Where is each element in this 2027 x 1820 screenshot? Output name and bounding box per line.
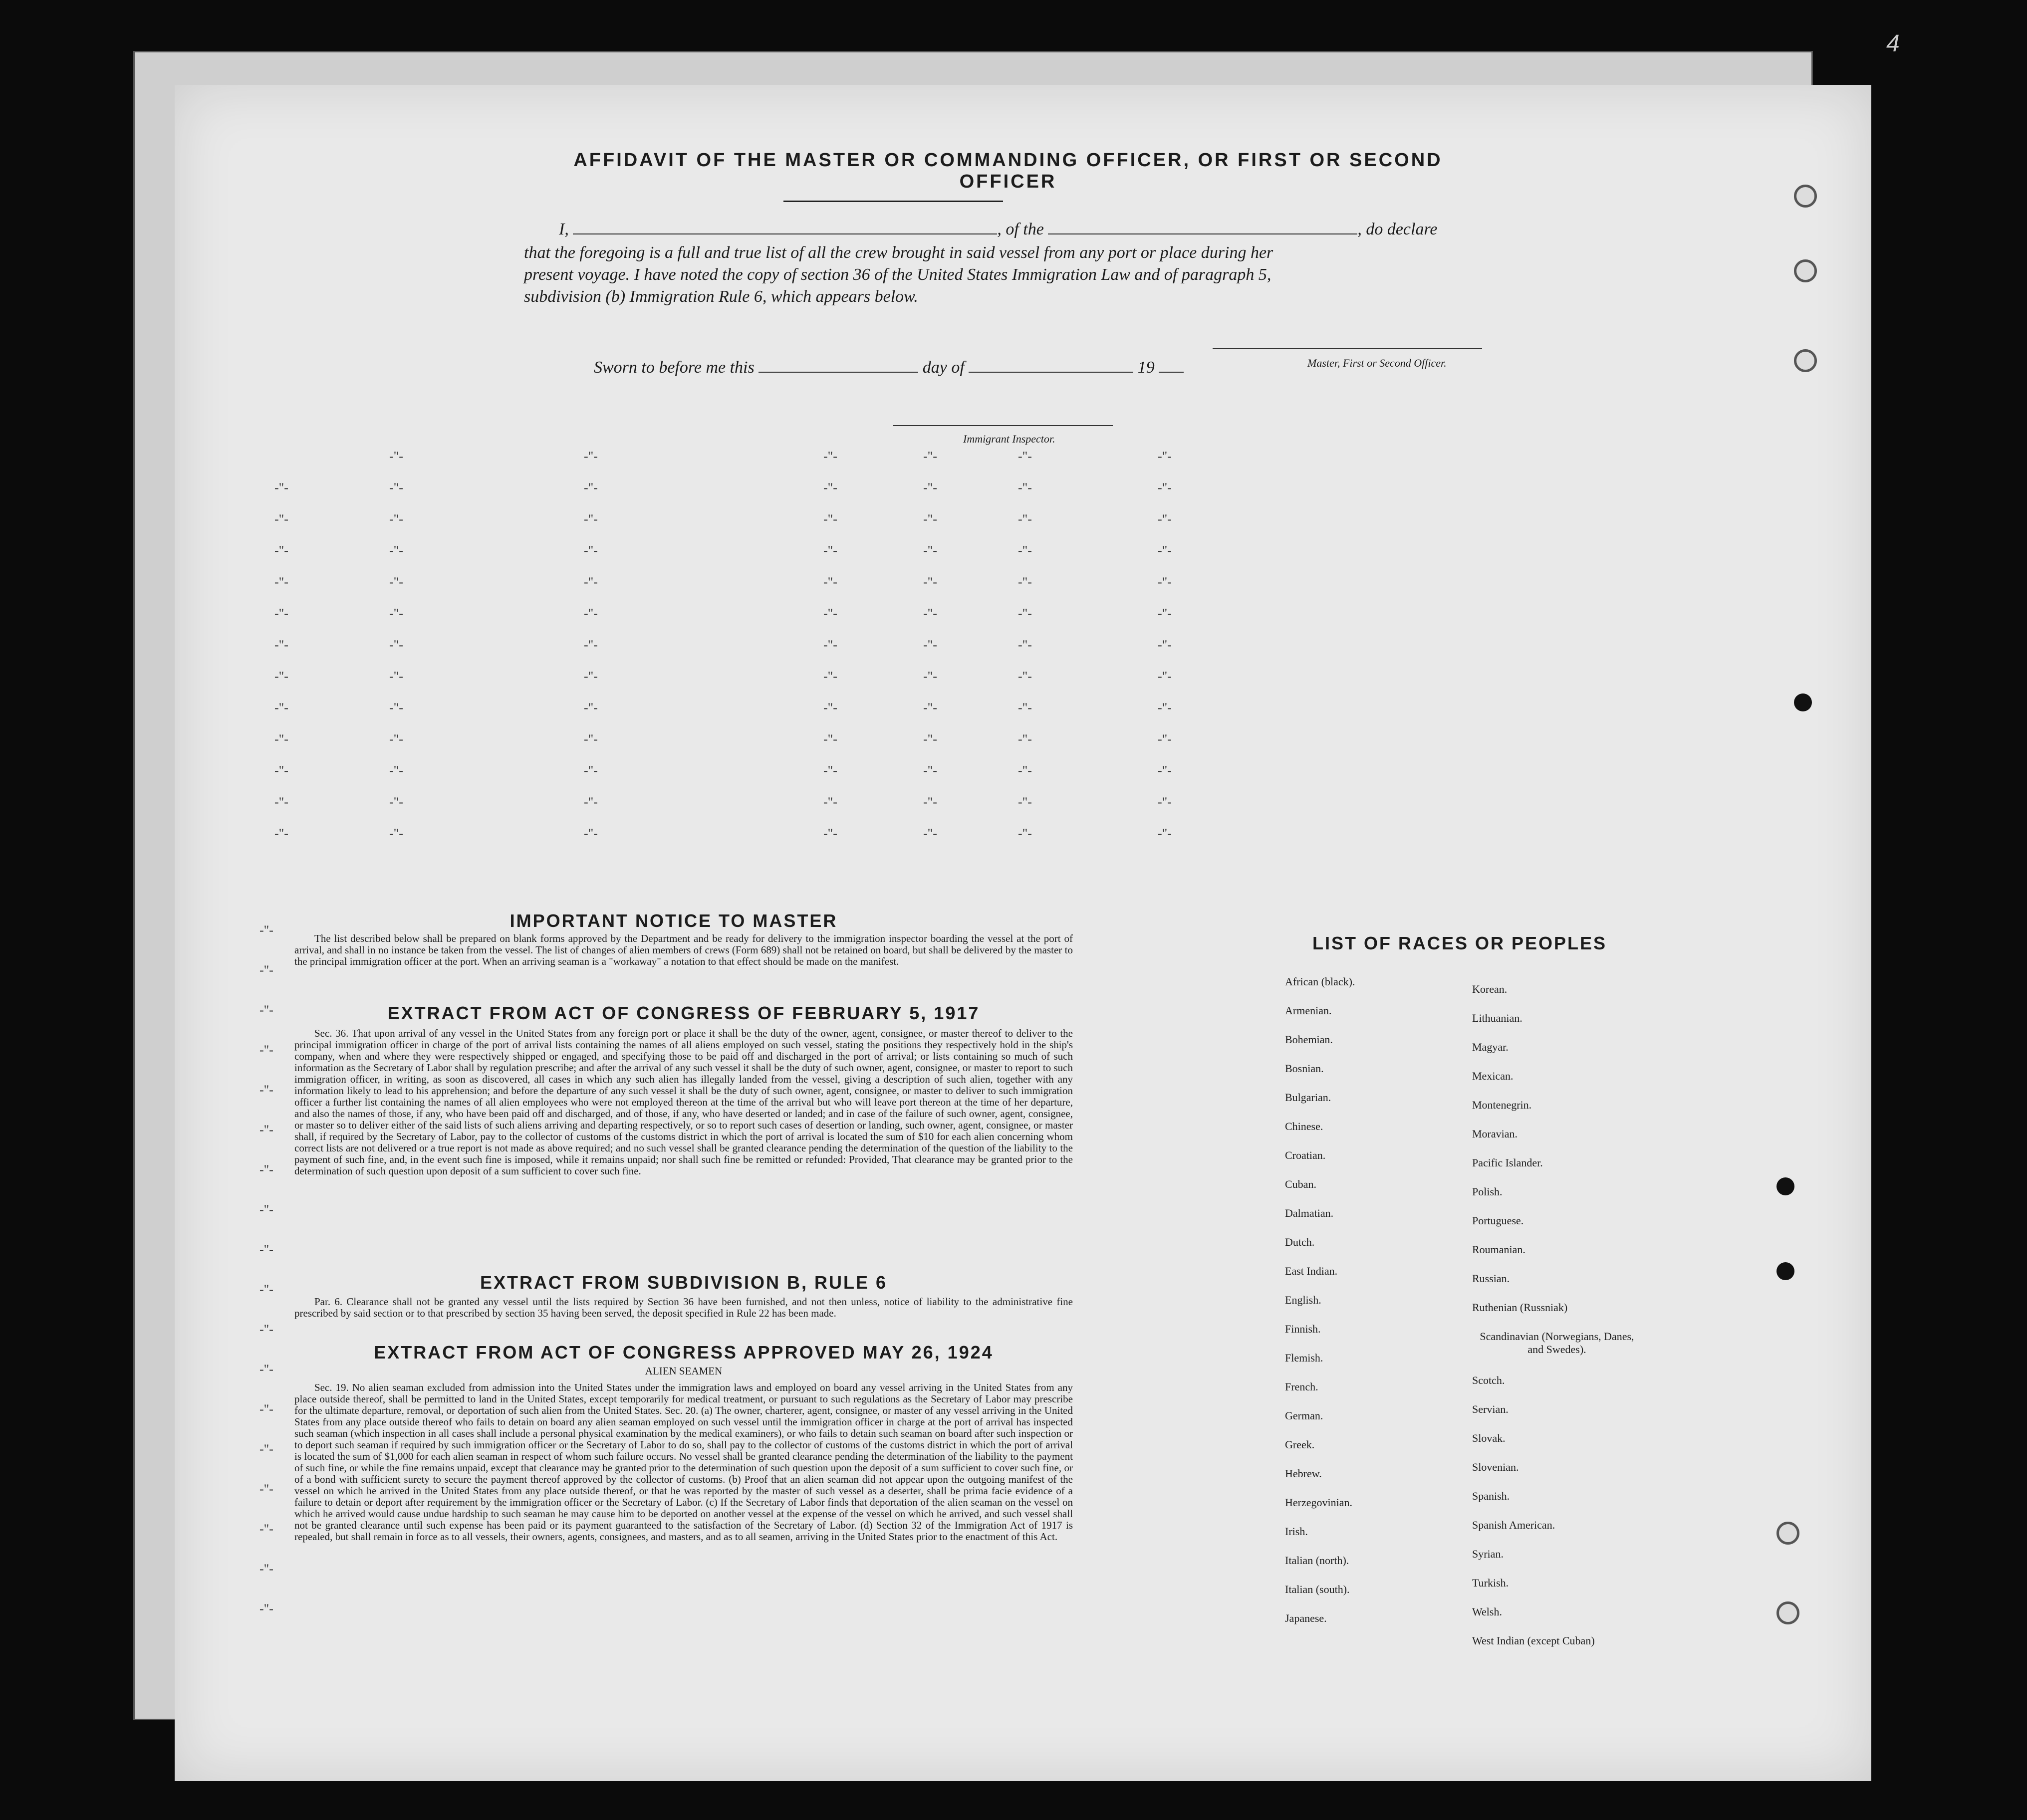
ditto-mark: -"-	[584, 606, 598, 621]
binder-hole-icon	[1794, 349, 1817, 372]
ditto-mark: -"-	[923, 512, 937, 526]
ditto-mark: -"-	[1018, 606, 1032, 621]
ditto-mark: -"-	[823, 449, 837, 463]
race-item: Welsh.	[1472, 1605, 1502, 1618]
ditto-mark: -"-	[274, 795, 288, 809]
ditto-mark: -"-	[823, 575, 837, 589]
ditto-mark: -"-	[823, 480, 837, 495]
race-item: West Indian (except Cuban)	[1472, 1634, 1595, 1647]
ditto-mark: -"-	[1158, 732, 1172, 746]
ditto-mark: -"-	[259, 1123, 273, 1137]
ditto-mark: -"-	[584, 763, 598, 778]
ditto-mark: -"-	[1158, 606, 1172, 621]
affidavit-of: , of the	[997, 220, 1044, 238]
ditto-mark: -"-	[1018, 763, 1032, 778]
ditto-mark: -"-	[274, 543, 288, 558]
ditto-mark: -"-	[259, 963, 273, 977]
race-item: Servian.	[1472, 1403, 1509, 1415]
affidavit-line-2: that the foregoing is a full and true list of all the crew brought in said vessel from any port or place during her	[524, 243, 1273, 262]
ditto-mark: -"-	[823, 700, 837, 715]
race-item: Scandinavian (Norwegians, Danes, and Swedes).	[1480, 1330, 1634, 1356]
year-label: 19	[1137, 358, 1155, 377]
ditto-mark: -"-	[923, 669, 937, 683]
race-item: Dalmatian.	[1285, 1207, 1334, 1219]
race-item: Polish.	[1472, 1185, 1503, 1198]
race-item: Pacific Islander.	[1472, 1156, 1543, 1169]
inspector-signature-line[interactable]	[893, 425, 1113, 426]
ditto-mark: -"-	[823, 763, 837, 778]
affidavit-line-4: subdivision (b) Immigration Rule 6, which appears below.	[524, 287, 918, 306]
ditto-mark: -"-	[259, 1162, 273, 1177]
ditto-mark: -"-	[259, 1562, 273, 1576]
ditto-mark: -"-	[1018, 795, 1032, 809]
ditto-mark: -"-	[1018, 732, 1032, 746]
sworn-label: Sworn to before me this	[594, 358, 755, 377]
extract-1924-text: Sec. 19. No alien seaman excluded from admission into the United States under the immigration laws and employed on board any vessel arriving in the United States from any place outside thereof, shall be permitted to land in the United States, except temporarily for medical treatment, or pursuant to such regulations as the Secretary of Labor may prescribe for the ultimate departure, removal, or deportation of such alien from the United States. Sec. 20. (a) The owner, charterer, agent, consignee, or master of any vessel arriving in the United States from any place outside thereof who fails to detain on board any alien seaman employed on such vessel until the immigration officer in charge at the port of arrival has inspected such seaman (which inspection in all cases shall include a personal physical examination by the medical examiners), or who fails to detain such seaman on board after such inspection or to deport such seaman if required by such immigration officer or the Secretary of Labor to do so, shall pay to the collector of customs of the customs district in which the port of arrival is located the sum of $1,000 for each alien seaman in respect of whom such failure occurs. No vessel shall be granted clearance pending the determination of the liability to the payment of such fine, or while the fine remains unpaid, except that clearance may be granted prior to the determination of such question upon the deposit of a sum sufficient to cover such fine, or of a bond with sufficient surety to secure the payment thereof approved by the collector of customs. (b) Proof that an alien seaman did not appear upon the outgoing manifest of the vessel on which he arrived in the United States from any place outside thereof, or that he was reported by the master of such vessel as a deserter, shall be prima facie evidence of a failure to detain or deport after requirement by the immigration officer or the Secretary of Labor. (c) If the Secretary of Labor finds that deportation of the alien seaman on the vessel on which he arrived would cause undue hardship to such seaman he may cause him to be deported on another vessel at the expense of the vessel on which he arrived, and such vessel shall not be granted clearance until such expense has been paid or its payment guaranteed to the satisfaction of the Secretary of Labor. (d) Section 32 of the Immigration Act of 1917 is repealed, but shall remain in force as to all vessels, their owners, agents, consignees, and masters, and as to all seamen, arriving in the United States prior to the enactment of this Act.	[294, 1381, 1073, 1543]
ditto-mark: -"-	[584, 669, 598, 683]
ditto-mark: -"-	[823, 826, 837, 841]
ditto-mark: -"-	[1158, 700, 1172, 715]
ditto-mark: -"-	[259, 1242, 273, 1257]
ditto-mark: -"-	[1018, 638, 1032, 652]
vessel-blank[interactable]	[1048, 220, 1357, 234]
races-title: LIST OF RACES OR PEOPLES	[1312, 933, 1607, 953]
race-item: Dutch.	[1285, 1236, 1315, 1248]
race-item: Korean.	[1472, 983, 1508, 995]
ditto-mark: -"-	[923, 543, 937, 558]
ditto-mark: -"-	[923, 795, 937, 809]
race-item: Syrian.	[1472, 1548, 1504, 1560]
subdivision-title: EXTRACT FROM SUBDIVISION B, RULE 6	[480, 1272, 888, 1293]
ditto-mark: -"-	[1158, 638, 1172, 652]
race-item: Roumanian.	[1472, 1243, 1525, 1256]
ditto-mark: -"-	[389, 700, 403, 715]
race-item: Lithuanian.	[1472, 1012, 1522, 1024]
ditto-mark: -"-	[259, 1522, 273, 1536]
ditto-mark: -"-	[1158, 795, 1172, 809]
race-item: French.	[1285, 1380, 1318, 1393]
race-item: Spanish American.	[1472, 1519, 1555, 1531]
ditto-mark: -"-	[274, 732, 288, 746]
affidavit-title: AFFIDAVIT OF THE MASTER OR COMMANDING OFFICER, OR FIRST OR SECOND OFFICER	[573, 150, 1443, 192]
race-item: Slovenian.	[1472, 1461, 1519, 1473]
ditto-mark: -"-	[1018, 826, 1032, 841]
ditto-mark: -"-	[274, 826, 288, 841]
ditto-mark: -"-	[823, 638, 837, 652]
ditto-mark: -"-	[274, 669, 288, 683]
race-item: Russian.	[1472, 1272, 1510, 1285]
ditto-mark: -"-	[389, 763, 403, 778]
ditto-mark: -"-	[584, 449, 598, 463]
ditto-mark: -"-	[1158, 449, 1172, 463]
sworn-year-blank[interactable]	[1159, 358, 1184, 373]
affidavit-line-1	[559, 220, 1657, 239]
affidavit-line-3: present voyage. I have noted the copy of section 36 of the United States Immigration Law and of paragraph 5,	[524, 265, 1271, 284]
ditto-mark: -"-	[584, 543, 598, 558]
ditto-mark: -"-	[1158, 512, 1172, 526]
race-item: Cuban.	[1285, 1178, 1316, 1190]
ditto-mark: -"-	[923, 732, 937, 746]
ditto-mark: -"-	[274, 700, 288, 715]
ditto-mark: -"-	[923, 763, 937, 778]
race-item: Armenian.	[1285, 1004, 1332, 1017]
ditto-mark: -"-	[1018, 669, 1032, 683]
ditto-mark: -"-	[823, 795, 837, 809]
race-item: Finnish.	[1285, 1323, 1321, 1335]
ditto-mark: -"-	[584, 826, 598, 841]
affidavit-declare: , do declare	[1357, 220, 1438, 238]
ditto-mark: -"-	[1018, 512, 1032, 526]
ditto-mark: -"-	[259, 1282, 273, 1297]
name-blank[interactable]	[573, 220, 997, 234]
extract-1917-text: Sec. 36. That upon arrival of any vessel in the United States from any foreign port or place it shall be the duty of the owner, agent, consignee, or master thereof to deliver to the principal immigration officer in charge of the port of arrival lists containing the names of all aliens employed on such vessel, stating the positions they respectively hold in the ship's company, when and where they were respectively shipped or engaged, and specifying those to be paid off and discharged in the port of arrival; or lists containing so much of such information as the Secretary of Labor shall by regulation prescribe; and after the arrival of any such vessel it shall be the duty of such owner, agent, consignee, or master to report to such immigration officer, in writing, as soon as discovered, all cases in which any such alien has illegally landed from the vessel, giving a description of such alien, together with any information likely to lead to his apprehension; and before the departure of any such vessel it shall be the duty of such owner, agent, consignee, or master to deliver to such immigration officer a further list containing the names of all alien employees who were not employed thereon at the time of the arrival but who will leave port thereon at the time of her departure, and also the names of those, if any, who have been paid off and discharged, and of those, if any, who have deserted or landed; and in case of the failure of such owner, agent, consignee, or master so to deliver either of the said lists of such aliens arriving and departing respectively, or so to report such cases of desertion or landing, such owner, agent, consignee, or master shall, if required by the Secretary of Labor, pay to the collector of customs of the customs district in which the port of arrival is located the sum of $10 for each alien concerning whom correct lists are not delivered or a true report is not made as above required; and no such vessel shall be granted clearance pending the determination of the question of the liability to the payment of such fine, and, in the event such fine is imposed, while it remains unpaid; nor shall such fine be remitted or refunded: Provided, That clearance may be granted prior to the determination of such question upon deposit of a sum sufficient to cover such fine.	[294, 1027, 1073, 1177]
race-item: Magyar.	[1472, 1041, 1509, 1053]
ditto-mark: -"-	[823, 606, 837, 621]
race-item: Mexican.	[1472, 1070, 1514, 1082]
ditto-mark: -"-	[1018, 480, 1032, 495]
page-number: 4	[1886, 30, 1900, 57]
binder-hole-icon	[1776, 1177, 1794, 1195]
ditto-mark: -"-	[584, 795, 598, 809]
ditto-mark: -"-	[389, 669, 403, 683]
ditto-mark: -"-	[1018, 543, 1032, 558]
ditto-mark: -"-	[259, 1362, 273, 1376]
day-of-label: day of	[922, 358, 965, 377]
extract-1924-subtitle: ALIEN SEAMEN	[645, 1365, 723, 1377]
ditto-mark: -"-	[823, 669, 837, 683]
notice-text: The list described below shall be prepared on blank forms approved by the Department and be ready for delivery to the immigration inspector boarding the vessel at the port of arrival, and shall in no instance be taken from the vessel. The list of changes of alien members of crews (Form 689) shall not be retained on board, but shall be delivered by the master to the principal immigration officer at the port. When an arriving seaman is a "workaway" a notation to that effect should be made on the manifest.	[294, 932, 1073, 967]
race-item: German.	[1285, 1409, 1323, 1422]
race-item: Flemish.	[1285, 1352, 1323, 1364]
ditto-mark: -"-	[389, 449, 403, 463]
race-item: Spanish.	[1472, 1490, 1510, 1502]
ditto-mark: -"-	[259, 1442, 273, 1456]
ditto-mark: -"-	[823, 512, 837, 526]
ditto-mark: -"-	[584, 480, 598, 495]
race-item: Montenegrin.	[1472, 1099, 1532, 1111]
sworn-line	[594, 358, 1184, 377]
extract-1924-title: EXTRACT FROM ACT OF CONGRESS APPROVED MAY 26, 1924	[374, 1342, 994, 1363]
ditto-mark: -"-	[274, 512, 288, 526]
race-item: East Indian.	[1285, 1265, 1338, 1277]
ditto-mark: -"-	[584, 575, 598, 589]
ditto-mark: -"-	[259, 1202, 273, 1217]
ditto-mark: -"-	[259, 1322, 273, 1337]
inspector-caption: Immigrant Inspector.	[963, 433, 1055, 445]
race-item: Portuguese.	[1472, 1214, 1524, 1227]
ditto-mark: -"-	[584, 512, 598, 526]
race-item: Japanese.	[1285, 1612, 1327, 1624]
affidavit-i: I,	[559, 220, 569, 238]
ditto-mark: -"-	[1158, 669, 1172, 683]
ditto-mark: -"-	[389, 480, 403, 495]
ditto-mark: -"-	[389, 512, 403, 526]
ditto-mark: -"-	[389, 638, 403, 652]
ditto-mark: -"-	[274, 606, 288, 621]
race-item: Bosnian.	[1285, 1062, 1324, 1075]
title-divider	[783, 201, 1003, 202]
binder-hole-icon	[1794, 185, 1817, 208]
binder-hole-icon	[1776, 1522, 1799, 1545]
master-signature-line[interactable]	[1213, 348, 1482, 349]
ditto-mark: -"-	[274, 638, 288, 652]
ditto-mark: -"-	[923, 638, 937, 652]
ditto-mark: -"-	[923, 700, 937, 715]
subdivision-text: Par. 6. Clearance shall not be granted any vessel until the lists required by Section 36 have been furnished, and not then unless, notice of liability to the administrative fine prescribed by said section or to that prescribed by section 35 having been served, the deposit specified in Rule 22 has been made.	[294, 1296, 1073, 1319]
ditto-mark: -"-	[259, 1402, 273, 1416]
master-caption: Master, First or Second Officer.	[1307, 357, 1447, 369]
ditto-mark: -"-	[1158, 763, 1172, 778]
ditto-mark: -"-	[584, 732, 598, 746]
ditto-mark: -"-	[274, 575, 288, 589]
manifest-page	[175, 85, 1871, 1781]
notice-title: IMPORTANT NOTICE TO MASTER	[509, 910, 838, 931]
race-item: African (black).	[1285, 975, 1355, 988]
race-item: Bohemian.	[1285, 1033, 1333, 1046]
ditto-mark: -"-	[389, 732, 403, 746]
ditto-mark: -"-	[1018, 575, 1032, 589]
race-item: Herzegovinian.	[1285, 1496, 1352, 1509]
ditto-mark: -"-	[259, 1083, 273, 1097]
ditto-mark: -"-	[923, 480, 937, 495]
ditto-mark: -"-	[259, 923, 273, 937]
ditto-mark: -"-	[923, 606, 937, 621]
ditto-mark: -"-	[389, 606, 403, 621]
race-item: Bulgarian.	[1285, 1091, 1331, 1104]
ditto-mark: -"-	[1018, 449, 1032, 463]
ditto-mark: -"-	[389, 795, 403, 809]
ditto-mark: -"-	[923, 575, 937, 589]
ditto-mark: -"-	[389, 543, 403, 558]
binder-hole-icon	[1794, 693, 1812, 711]
ditto-mark: -"-	[274, 480, 288, 495]
ditto-mark: -"-	[584, 700, 598, 715]
ditto-mark: -"-	[1158, 575, 1172, 589]
race-item: Ruthenian (Russniak)	[1472, 1301, 1568, 1314]
race-item: Croatian.	[1285, 1149, 1326, 1161]
extract-1917-title: EXTRACT FROM ACT OF CONGRESS OF FEBRUARY 5, 1917	[387, 1003, 980, 1023]
ditto-mark: -"-	[1158, 480, 1172, 495]
race-item: Moravian.	[1472, 1128, 1518, 1140]
ditto-mark: -"-	[259, 1482, 273, 1496]
ditto-mark: -"-	[584, 638, 598, 652]
race-item: Irish.	[1285, 1525, 1308, 1538]
ditto-mark: -"-	[259, 1003, 273, 1017]
race-item: Slovak.	[1472, 1432, 1506, 1444]
race-item: English.	[1285, 1294, 1321, 1306]
sworn-month-blank[interactable]	[969, 358, 1133, 373]
ditto-mark: -"-	[259, 1601, 273, 1616]
ditto-mark: -"-	[1158, 543, 1172, 558]
ditto-mark: -"-	[1158, 826, 1172, 841]
race-item: Scotch.	[1472, 1374, 1505, 1386]
binder-hole-icon	[1794, 259, 1817, 282]
ditto-mark: -"-	[389, 826, 403, 841]
ditto-mark: -"-	[1018, 700, 1032, 715]
ditto-mark: -"-	[923, 449, 937, 463]
ditto-mark: -"-	[259, 1043, 273, 1057]
race-item: Chinese.	[1285, 1120, 1323, 1133]
race-item: Italian (north).	[1285, 1554, 1349, 1567]
ditto-mark: -"-	[274, 763, 288, 778]
race-item: Italian (south).	[1285, 1583, 1350, 1595]
race-item: Hebrew.	[1285, 1467, 1322, 1480]
race-item: Greek.	[1285, 1438, 1315, 1451]
race-item: Turkish.	[1472, 1577, 1509, 1589]
binder-hole-icon	[1776, 1601, 1799, 1624]
ditto-mark: -"-	[823, 732, 837, 746]
ditto-mark: -"-	[823, 543, 837, 558]
ditto-mark: -"-	[389, 575, 403, 589]
sworn-day-blank[interactable]	[759, 358, 918, 373]
binder-hole-icon	[1776, 1262, 1794, 1280]
ditto-mark: -"-	[923, 826, 937, 841]
